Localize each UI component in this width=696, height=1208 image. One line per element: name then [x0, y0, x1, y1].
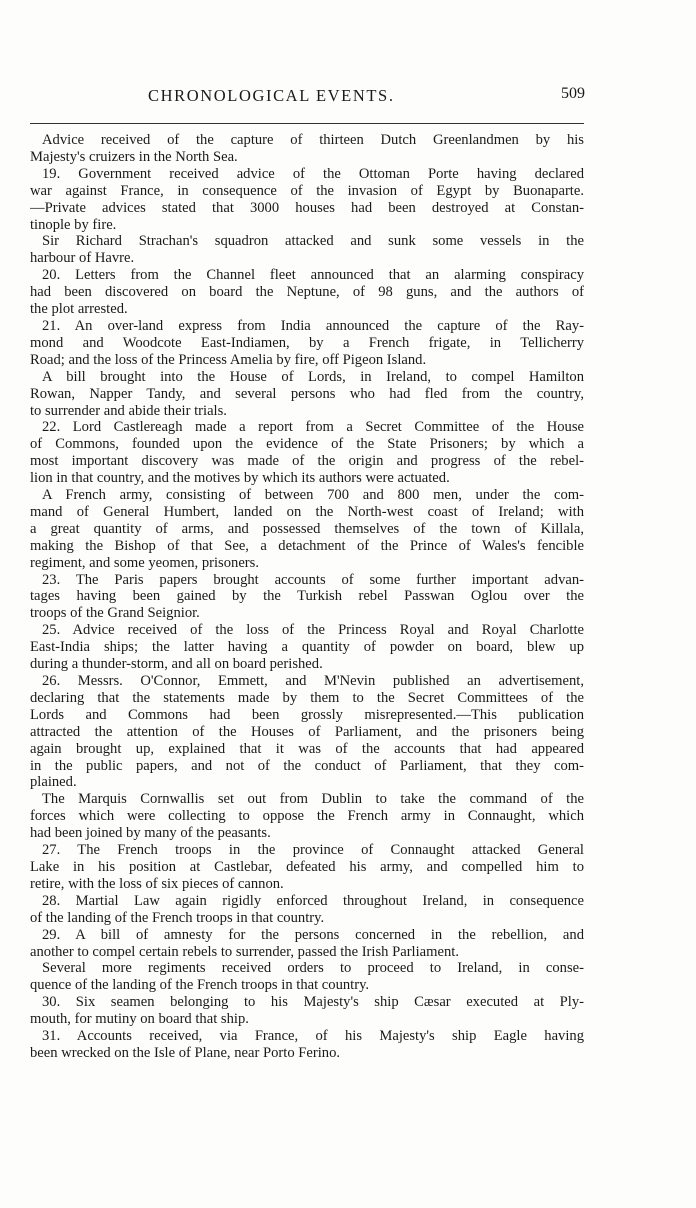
text-line: troops of the Grand Seignior. — [30, 605, 200, 622]
text-line: 19. Government received advice of the Ottoman Porte having declared — [42, 165, 584, 182]
text-line: Lords and Commons had been grossly misrepresented.—This publication — [30, 706, 584, 723]
text-line: 30. Six seamen belonging to his Majesty's ship Cæsar executed at Ply- — [42, 994, 584, 1011]
text-line: of the landing of the French troops in that country. — [30, 909, 325, 926]
page-number: 509 — [561, 85, 585, 102]
text-line: Lake in his position at Castlebar, defeated his army, and compelled him to — [30, 858, 584, 875]
text-line: 26. Messrs. O'Connor, Emmett, and M'Nevin published an advertisement, — [42, 673, 584, 689]
text-line: A bill brought into the House of Lords, in Ireland, to compel Hamilton — [42, 368, 584, 385]
text-line: forces which were collecting to oppose the French army in Connaught, which — [30, 808, 584, 825]
text-line: again brought up, explained that it was of the accounts that had appeared — [30, 740, 584, 757]
text-line: Road; and the loss of the Princess Amelia by fire, off Pigeon Island. — [30, 351, 427, 368]
text-line: The Marquis Cornwallis set out from Dublin to take the command of the — [42, 791, 584, 808]
text-line: Advice received of the capture of thirteen Dutch Greenlandmen by his — [42, 132, 584, 148]
text-line: 21. An over-land express from India announced the capture of the Ray- — [42, 317, 584, 334]
text-line: Sir Richard Strachan's squadron attacked and sunk some vessels in the — [42, 233, 584, 250]
text-line: declaring that the statements made by them to the Secret Committees of the — [30, 689, 584, 706]
text-line: tinople by fire. — [30, 216, 117, 233]
text-line: making the Bishop of that See, a detachment of the Prince of Wales's fencible — [30, 537, 584, 554]
text-line: regiment, and some yeomen, prisoners. — [30, 554, 259, 571]
text-line: retire, with the loss of six pieces of cannon. — [30, 875, 284, 892]
text-line: mouth, for mutiny on board that ship. — [30, 1011, 249, 1028]
text-line: 27. The French troops in the province of Connaught attacked General — [42, 842, 584, 859]
text-line: the plot arrested. — [30, 301, 128, 318]
text-line: 31. Accounts received, via France, of his Majesty's ship Eagle having — [42, 1028, 584, 1045]
text-line: most important discovery was made of the origin and progress of the rebel- — [30, 453, 584, 470]
text-line: harbour of Havre. — [30, 250, 135, 267]
text-line: had been joined by many of the peasants. — [30, 825, 271, 842]
text-line: A French army, consisting of between 700 and 800 men, under the com- — [42, 487, 584, 504]
text-line: —Private advices stated that 3000 houses had been destroyed at Constan- — [30, 199, 584, 216]
text-line: 20. Letters from the Channel fleet announced that an alarming conspiracy — [42, 267, 584, 284]
text-line: tages having been gained by the Turkish rebel Passwan Oglou over the — [30, 588, 584, 605]
text-line: mand of General Humbert, landed on the North-west coast of Ireland; with — [30, 503, 584, 520]
body-text — [30, 132, 584, 1062]
running-title: CHRONOLOGICAL EVENTS. — [148, 86, 395, 105]
text-line: a great quantity of arms, and possessed themselves of the town of Killala, — [30, 520, 584, 537]
text-line: war against France, in consequence of the invasion of Egypt by Buonaparte. — [30, 182, 584, 199]
text-line: Several more regiments received orders to proceed to Ireland, in conse- — [42, 960, 584, 977]
text-line: attracted the attention of the Houses of Parliament, and the prisoners being — [30, 723, 584, 740]
text-line: during a thunder-storm, and all on board perished. — [30, 656, 323, 673]
header-rule — [30, 123, 584, 124]
page-header — [30, 84, 585, 108]
text-line: Rowan, Napper Tandy, and several persons who had fled from the country, — [30, 385, 584, 402]
text-line: in the public papers, and not of the conduct of Parliament, that they com- — [30, 757, 584, 774]
text-line: been wrecked on the Isle of Plane, near Porto Ferino. — [30, 1044, 341, 1061]
text-line: Majesty's cruizers in the North Sea. — [30, 148, 238, 165]
text-line: quence of the landing of the French troops in that country. — [30, 977, 370, 994]
text-line: lion in that country, and the motives by which its authors were actuated. — [30, 470, 450, 487]
text-line: another to compel certain rebels to surrender, passed the Irish Parliament. — [30, 943, 459, 960]
text-line: East-India ships; the latter having a quantity of powder on board, blew up — [30, 639, 584, 656]
text-line: of Commons, founded upon the evidence of the State Prisoners; by which a — [30, 436, 584, 453]
text-line: to surrender and abide their trials. — [30, 402, 227, 419]
text-line: 28. Martial Law again rigidly enforced throughout Ireland, in consequence — [42, 892, 584, 909]
text-line: mond and Woodcote East-Indiamen, by a French frigate, in Tellicherry — [30, 334, 584, 351]
text-line: 23. The Paris papers brought accounts of some further important advan- — [42, 571, 584, 588]
text-line: 29. A bill of amnesty for the persons concerned in the rebellion, and — [42, 926, 584, 943]
text-line: had been discovered on board the Neptune, of 98 guns, and the authors of — [30, 284, 584, 301]
text-line: plained. — [30, 774, 77, 791]
text-line: 25. Advice received of the loss of the Princess Royal and Royal Charlotte — [42, 622, 584, 639]
text-line: 22. Lord Castlereagh made a report from a Secret Committee of the House — [42, 419, 584, 436]
